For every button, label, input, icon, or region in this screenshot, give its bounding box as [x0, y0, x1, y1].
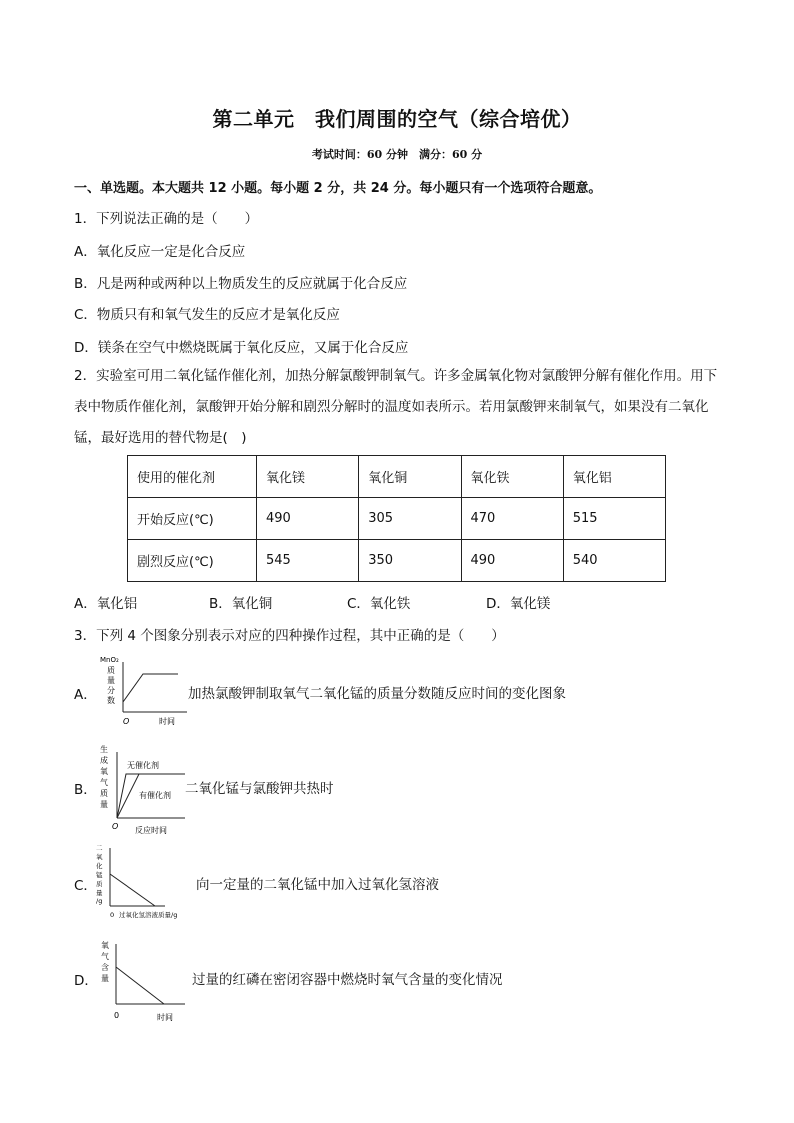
graph-b-ylabel: 质 — [100, 789, 108, 798]
graph-b-ylabel: 气 — [100, 778, 108, 787]
graph-d — [97, 936, 192, 1024]
table-header-row — [128, 456, 666, 498]
question-3-option-c-label[interactable]: C． — [74, 878, 97, 894]
question-1-option-b[interactable]: B．凡是两种或两种以上物质发生的反应就属于化合反应 — [74, 276, 408, 292]
table-cell: 490 — [257, 498, 359, 540]
question-1-option-d[interactable]: D．镁条在空气中燃烧既属于氧化反应，又属于化合反应 — [74, 340, 409, 356]
table-row — [128, 498, 666, 540]
table-header-cell: 氧化镁 — [257, 456, 359, 498]
graph-a-origin: O — [123, 717, 130, 726]
table-cell: 470 — [461, 498, 563, 540]
question-2-stem: 2．实验室可用二氧化锰作催化剂，加热分解氯酸钾制氧气。许多金属氧化物对氯酸钾分解有催化作用。用下表中物质作催化剂，氯酸钾开始分解和剧烈分解时的温度如表所示。若用氯酸钾来制氧气，如果没有二氧化锰，最好选用的替代物是( ) — [74, 368, 718, 446]
graph-a-ylabel: 分 — [107, 686, 115, 695]
section-heading: 一、单选题。本大题共 12 小题。每小题 2 分，共 24 分。每小题只有一个选项符合题意。 — [74, 181, 602, 196]
graph-a-ylabel: 数 — [107, 696, 115, 705]
graph-d-ylabel: 含 — [101, 963, 109, 972]
table-cell: 490 — [461, 540, 563, 582]
graph-a-ylabel: 量 — [107, 676, 115, 685]
graph-b-ylabel: 量 — [100, 800, 108, 809]
table-header-cell: 氧化铜 — [359, 456, 461, 498]
table-cell: 540 — [563, 540, 665, 582]
question-1-stem: 1．下列说法正确的是（ ） — [74, 211, 259, 227]
question-3-option-a-text: 加热氯酸钾制取氧气二氧化锰的质量分数随反应时间的变化图象 — [188, 686, 566, 702]
question-1-option-c[interactable]: C．物质只有和氧气发生的反应才是氧化反应 — [74, 307, 340, 323]
graph-b-ylabel: 生 — [100, 745, 108, 754]
question-3-option-a-label[interactable]: A． — [74, 687, 97, 703]
graph-c — [93, 840, 193, 925]
question-3-stem: 3．下列 4 个图象分别表示对应的四种操作过程，其中正确的是（ ） — [74, 628, 505, 644]
graph-c-ylabel: 化 — [96, 862, 103, 870]
table-cell: 305 — [359, 498, 461, 540]
question-2-option-c[interactable]: C．氧化铁 — [347, 596, 411, 612]
graph-d-ylabel: 量 — [101, 974, 109, 983]
question-2-option-d[interactable]: D．氧化镁 — [486, 596, 551, 612]
graph-b-series-label: 有催化剂 — [139, 791, 171, 800]
graph-a-curve — [123, 674, 178, 702]
question-3-option-c-text: 向一定量的二氧化锰中加入过氧化氢溶液 — [196, 877, 439, 893]
question-1-option-a[interactable]: A．氧化反应一定是化合反应 — [74, 244, 246, 260]
graph-b-series-label: 无催化剂 — [127, 761, 159, 770]
graph-c-ylabel: /g — [96, 897, 103, 905]
table-header-cell: 使用的催化剂 — [128, 456, 257, 498]
graph-a — [95, 650, 190, 730]
graph-a-ylabel: 质 — [107, 666, 115, 675]
question-3-option-b-label[interactable]: B． — [74, 782, 97, 798]
table-cell: 剧烈反应(℃) — [128, 540, 257, 582]
question-3-option-d-text: 过量的红磷在密闭容器中燃烧时氧气含量的变化情况 — [192, 972, 503, 988]
table-row — [128, 540, 666, 582]
graph-d-ylabel: 氧 — [101, 941, 109, 950]
graph-c-ylabel: 质 — [96, 880, 103, 888]
graph-b-ylabel: 氧 — [100, 767, 108, 776]
graph-d-curve — [116, 967, 164, 1004]
graph-a-ylabel: MnO₂ — [100, 656, 119, 664]
table-cell: 515 — [563, 498, 665, 540]
table-cell: 545 — [257, 540, 359, 582]
graph-d-ylabel: 气 — [101, 952, 109, 961]
graph-c-ylabel: 氧 — [96, 853, 103, 861]
question-2-option-a[interactable]: A．氧化铝 — [74, 596, 138, 612]
question-3-option-b-text: 二氧化锰与氯酸钾共热时 — [185, 781, 334, 797]
graph-b — [95, 742, 190, 837]
graph-b-origin: O — [112, 822, 119, 831]
graph-c-origin: 0 — [110, 911, 115, 919]
graph-d-origin: 0 — [114, 1011, 120, 1020]
table-header-cell: 氧化铁 — [461, 456, 563, 498]
graph-a-xlabel: 时间 — [159, 717, 175, 726]
graph-c-xlabel: 过氧化氢溶液质量/g — [119, 911, 178, 919]
graph-c-ylabel: 锰 — [96, 871, 103, 879]
graph-d-xlabel: 时间 — [157, 1013, 173, 1022]
question-3-option-d-label[interactable]: D． — [74, 973, 98, 989]
catalyst-table — [127, 455, 666, 582]
question-2-option-b[interactable]: B．氧化铜 — [209, 596, 273, 612]
table-cell: 350 — [359, 540, 461, 582]
table-header-cell: 氧化铝 — [563, 456, 665, 498]
graph-b-xlabel: 反应时间 — [135, 826, 167, 835]
graph-c-ylabel: 量 — [96, 889, 103, 897]
graph-c-ylabel: 二 — [96, 844, 103, 852]
graph-b-series-catalyst — [117, 774, 139, 818]
page-title: 第二单元 我们周围的空气（综合培优） — [212, 107, 582, 131]
graph-b-ylabel: 成 — [100, 756, 108, 765]
table-cell: 开始反应(℃) — [128, 498, 257, 540]
exam-info: 考试时间：60 分钟 满分：60 分 — [311, 148, 483, 161]
graph-c-curve — [110, 874, 155, 906]
